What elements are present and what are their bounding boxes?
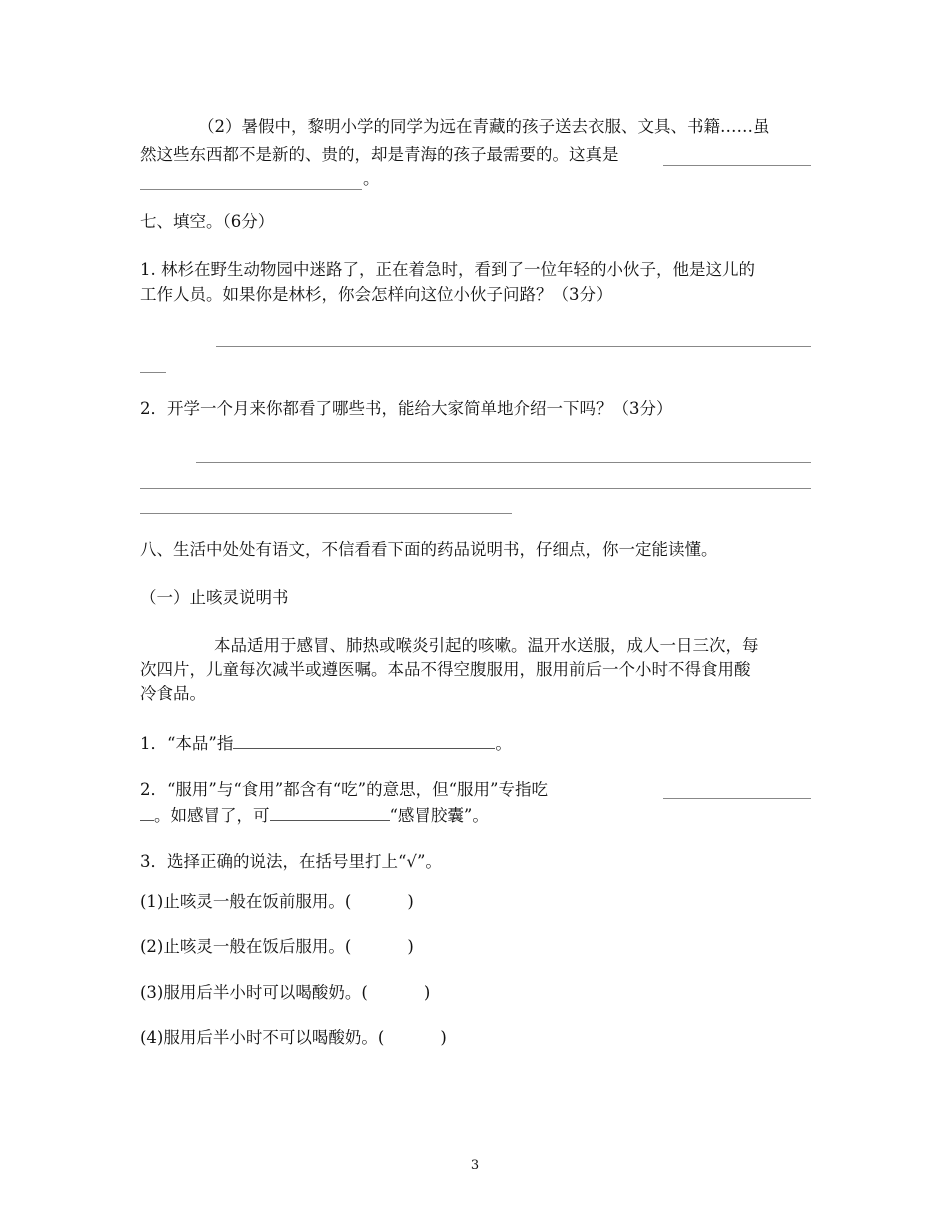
q6-2-line2 bbox=[140, 143, 619, 167]
section8-q2-blank-a[interactable] bbox=[663, 798, 811, 799]
section7-q1-line1: 1. 林杉在野生动物园中迷路了，正在着急时，看到了一位年轻的小伙子，他是这儿的 bbox=[140, 260, 755, 279]
section8-para-line3: 冷食品。 bbox=[140, 684, 206, 703]
section8-subtitle: （一）止咳灵说明书 bbox=[140, 588, 289, 607]
section8-option-2 bbox=[140, 935, 414, 959]
section8-q1-blank[interactable] bbox=[233, 730, 495, 749]
option-3-close: ) bbox=[423, 983, 431, 1002]
q6-2-line2-text: 然这些东西都不是新的、贵的，却是青海的孩子最需要的。这真是 bbox=[140, 145, 619, 164]
section8-para-line1: 本品适用于感冒、肺热或喉炎引起的咳嗽。温开水送服，成人一日三次，每 bbox=[214, 636, 759, 655]
section7-q1-answer-line bbox=[216, 346, 811, 347]
section8-q1 bbox=[140, 730, 512, 756]
section8-option-1 bbox=[140, 890, 414, 914]
section8-q2-blank-b[interactable] bbox=[270, 802, 390, 821]
section8-q2-blank-a-tail[interactable] bbox=[140, 802, 154, 821]
section8-q1-text: 1．“本品”指 bbox=[140, 734, 234, 753]
section8-option-3 bbox=[140, 981, 430, 1005]
section8-q2-text: 2．“服用”与“食用”都含有“吃”的意思，但“服用”专指吃 bbox=[140, 780, 548, 799]
section8-title: 八、生活中处处有语文，不信看看下面的药品说明书，仔细点，你一定能读懂。 bbox=[140, 540, 718, 559]
section8-q3: 3．选择正确的说法，在括号里打上“√”。 bbox=[140, 852, 442, 871]
q6-2-line1: （2）暑假中，黎明小学的同学为远在青藏的孩子送去衣服、文具、书籍……虽 bbox=[198, 117, 770, 136]
option-1-text: (1)止咳灵一般在饭前服用。( bbox=[140, 892, 352, 911]
section8-para-line2: 次四片，儿童每次减半或遵医嘱。本品不得空腹服用，服用前后一个小时不得食用酸 bbox=[140, 660, 751, 679]
section7-q2-answer-line1 bbox=[196, 462, 811, 463]
q6-2-period: 。 bbox=[363, 169, 380, 188]
section8-q2-line2-end: “感冒胶囊”。 bbox=[389, 806, 489, 825]
section7-title: 七、填空。（6分） bbox=[140, 212, 275, 231]
q6-2-answer-line-a bbox=[663, 165, 811, 166]
q6-2-answer-line-b bbox=[140, 189, 362, 190]
section7-q2: 2．开学一个月来你都看了哪些书，能给大家简单地介绍一下吗？（3分） bbox=[140, 399, 673, 418]
section7-q2-answer-line2 bbox=[140, 488, 811, 489]
section7-q1-line2: 工作人员。如果你是林杉，你会怎样向这位小伙子问路？（3分） bbox=[140, 285, 613, 304]
option-1-close: ) bbox=[407, 892, 414, 911]
option-2-close: ) bbox=[407, 937, 414, 956]
section8-q2-line2-text: 。如感冒了，可 bbox=[154, 806, 270, 825]
page-number: 3 bbox=[470, 1158, 480, 1173]
section8-q2-line1 bbox=[140, 778, 548, 802]
option-4-close: ) bbox=[440, 1028, 447, 1047]
section7-q1-answer-tail bbox=[140, 372, 166, 373]
section7-q2-answer-line3 bbox=[140, 513, 512, 514]
option-3-text: (3)服用后半小时可以喝酸奶。( bbox=[140, 983, 368, 1002]
option-2-text: (2)止咳灵一般在饭后服用。( bbox=[140, 937, 352, 956]
option-4-text: (4)服用后半小时不可以喝酸奶。( bbox=[140, 1028, 385, 1047]
section8-q1-period: 。 bbox=[495, 734, 512, 753]
section8-option-4 bbox=[140, 1026, 447, 1050]
section8-q2-line2 bbox=[140, 802, 489, 828]
